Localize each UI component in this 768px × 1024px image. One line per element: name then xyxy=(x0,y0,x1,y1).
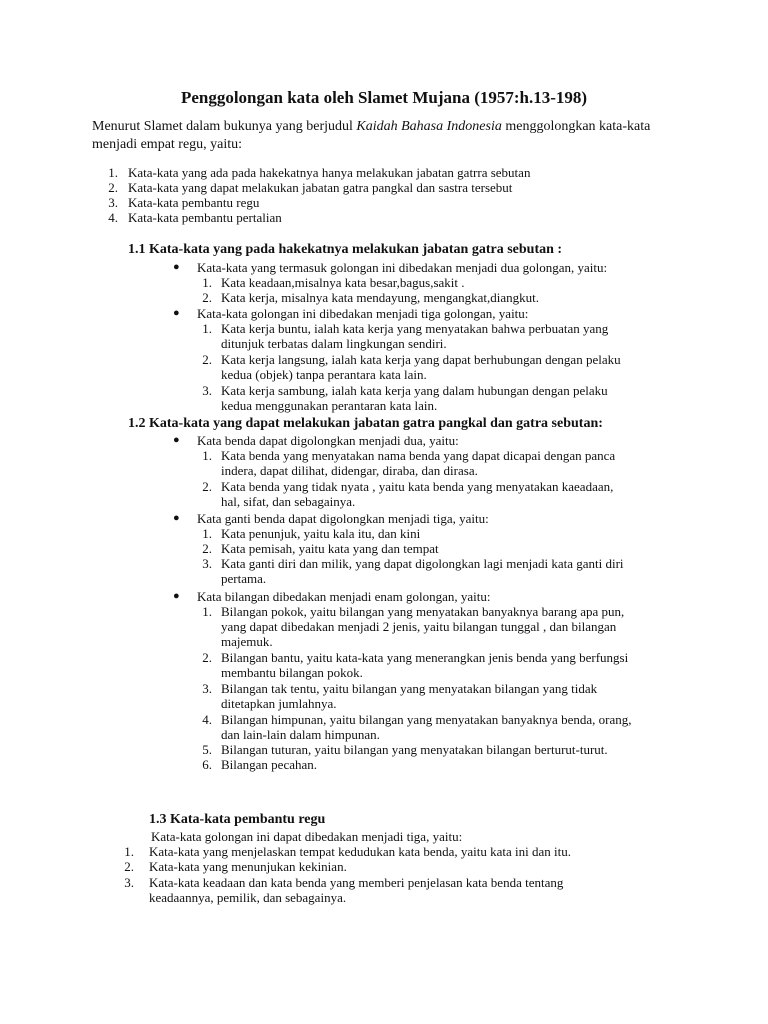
bullet-icon: ● xyxy=(173,512,180,524)
bullet-text: Kata-kata yang termasuk golongan ini dibedakan menjadi dua golongan, yaitu: xyxy=(197,260,608,275)
bullet-text: Kata ganti benda dapat digolongkan menjadi tiga, yaitu: xyxy=(197,511,489,526)
main-list-item: Kata-kata pembantu pertalian xyxy=(128,210,282,225)
main-list-item: Kata-kata yang dapat melakukan jabatan gatra pangkal dan sastra tersebut xyxy=(128,180,513,195)
intro-paragraph xyxy=(92,118,672,154)
item-number: 4. xyxy=(202,712,212,727)
item-line: pertama. xyxy=(221,571,267,586)
item-number: 1. xyxy=(202,275,212,290)
item-line: Kata benda yang menyatakan nama benda yang dapat dicapai dengan panca xyxy=(221,448,616,463)
item-number: 6. xyxy=(202,757,212,772)
item-line: Kata kerja, misalnya kata mendayung, mengangkat,diangkut. xyxy=(221,290,540,305)
intro-book-title: Kaidah Bahasa Indonesia xyxy=(356,119,502,134)
item-line: Kata kerja sambung, ialah kata kerja yang dalam hubungan dengan pelaku xyxy=(221,383,608,398)
bullet-icon: ● xyxy=(173,261,180,273)
item-line: dan lain-lain dalam himpunan. xyxy=(221,727,380,742)
item-line: kedua (objek) tanpa perantara kata lain. xyxy=(221,367,427,382)
bullet-text: Kata bilangan dibedakan menjadi enam golongan, yaitu: xyxy=(197,589,491,604)
item-line: Bilangan himpunan, yaitu bilangan yang menyatakan banyaknya benda, orang, xyxy=(221,712,632,727)
bullet-icon: ● xyxy=(173,590,180,602)
item-line: Bilangan pokok, yaitu bilangan yang menyatakan banyaknya barang apa pun, xyxy=(221,604,625,619)
item-number: 3. xyxy=(202,556,212,571)
intro-text-after: menggolongkan kata-kata menjadi empat regu, yaitu: xyxy=(92,119,651,152)
main-list-item: Kata-kata pembantu regu xyxy=(128,195,260,210)
intro-text-before: Menurut Slamet dalam bukunya yang berjudul xyxy=(92,119,357,134)
item-line: majemuk. xyxy=(221,634,273,649)
item-line: Bilangan bantu, yaitu kata-kata yang menerangkan jenis benda yang berfungsi xyxy=(221,650,629,665)
item-line: Kata benda yang tidak nyata , yaitu kata benda yang menyatakan kaeadaan, xyxy=(221,479,614,494)
main-list-number: 2. xyxy=(108,180,118,195)
item-number: 2. xyxy=(202,290,212,305)
item-number: 3. xyxy=(202,681,212,696)
item-line: membantu bilangan pokok. xyxy=(221,665,363,680)
item-line: Kata pemisah, yaitu kata yang dan tempat xyxy=(221,541,439,556)
item-number: 1. xyxy=(202,526,212,541)
bullet-text: Kata-kata golongan ini dibedakan menjadi tiga golongan, yaitu: xyxy=(197,306,529,321)
section-heading: 1.3 Kata-kata pembantu regu xyxy=(149,812,326,827)
item-number: 1. xyxy=(202,321,212,336)
item-number: 3. xyxy=(124,875,134,890)
item-line: Bilangan pecahan. xyxy=(221,757,318,772)
bullet-icon: ● xyxy=(173,307,180,319)
section-intro: Kata-kata golongan ini dapat dibedakan menjadi tiga, yaitu: xyxy=(151,829,463,844)
item-number: 2. xyxy=(202,479,212,494)
item-line: indera, dapat dilihat, didengar, diraba, dan dirasa. xyxy=(221,463,478,478)
item-line: Kata kerja langsung, ialah kata kerja yang dapat berhubungan dengan pelaku xyxy=(221,352,621,367)
main-list-number: 3. xyxy=(108,195,118,210)
item-number: 3. xyxy=(202,383,212,398)
item-line: Bilangan tak tentu, yaitu bilangan yang menyatakan bilangan yang tidak xyxy=(221,681,598,696)
item-number: 2. xyxy=(202,541,212,556)
item-number: 2. xyxy=(202,650,212,665)
section-heading: 1.2 Kata-kata yang dapat melakukan jabatan gatra pangkal dan gatra sebutan: xyxy=(128,416,603,431)
main-list-number: 4. xyxy=(108,210,118,225)
item-line: Kata-kata yang menjelaskan tempat kedudukan kata benda, yaitu kata ini dan itu. xyxy=(149,844,571,859)
item-number: 1. xyxy=(202,604,212,619)
item-number: 2. xyxy=(124,859,134,874)
item-line: Kata ganti diri dan milik, yang dapat digolongkan lagi menjadi kata ganti diri xyxy=(221,556,624,571)
item-number: 1. xyxy=(202,448,212,463)
bullet-icon: ● xyxy=(173,434,180,446)
main-list-item: Kata-kata yang ada pada hakekatnya hanya melakukan jabatan gatrra sebutan xyxy=(128,165,531,180)
item-line: Kata-kata keadaan dan kata benda yang memberi penjelasan kata benda tentang xyxy=(149,875,564,890)
item-line: Kata keadaan,misalnya kata besar,bagus,sakit . xyxy=(221,275,465,290)
item-line: Kata-kata yang menunjukan kekinian. xyxy=(149,859,347,874)
bullet-text: Kata benda dapat digolongkan menjadi dua, yaitu: xyxy=(197,433,459,448)
section-heading: 1.1 Kata-kata yang pada hakekatnya melakukan jabatan gatra sebutan : xyxy=(128,242,563,257)
page-title: Penggolongan kata oleh Slamet Mujana (1957:h.13-198) xyxy=(180,88,588,107)
item-number: 5. xyxy=(202,742,212,757)
item-line: kedua menggunakan perantaran kata lain. xyxy=(221,398,438,413)
item-line: Kata kerja buntu, ialah kata kerja yang menyatakan bahwa perbuatan yang xyxy=(221,321,609,336)
main-list-number: 1. xyxy=(108,165,118,180)
item-line: Kata penunjuk, yaitu kala itu, dan kini xyxy=(221,526,421,541)
item-line: ditunjuk terbatas dalam lingkungan sendiri. xyxy=(221,336,447,351)
item-number: 1. xyxy=(124,844,134,859)
item-line: ditetapkan jumlahnya. xyxy=(221,696,337,711)
item-line: yang dapat dibedakan menjadi 2 jenis, yaitu bilangan tunggal , dan bilangan xyxy=(221,619,617,634)
item-number: 2. xyxy=(202,352,212,367)
item-line: Bilangan tuturan, yaitu bilangan yang menyatakan bilangan berturut-turut. xyxy=(221,742,608,757)
item-line: keadaannya, pemilik, dan sebagainya. xyxy=(149,890,347,905)
item-line: hal, sifat, dan sebagainya. xyxy=(221,494,356,509)
